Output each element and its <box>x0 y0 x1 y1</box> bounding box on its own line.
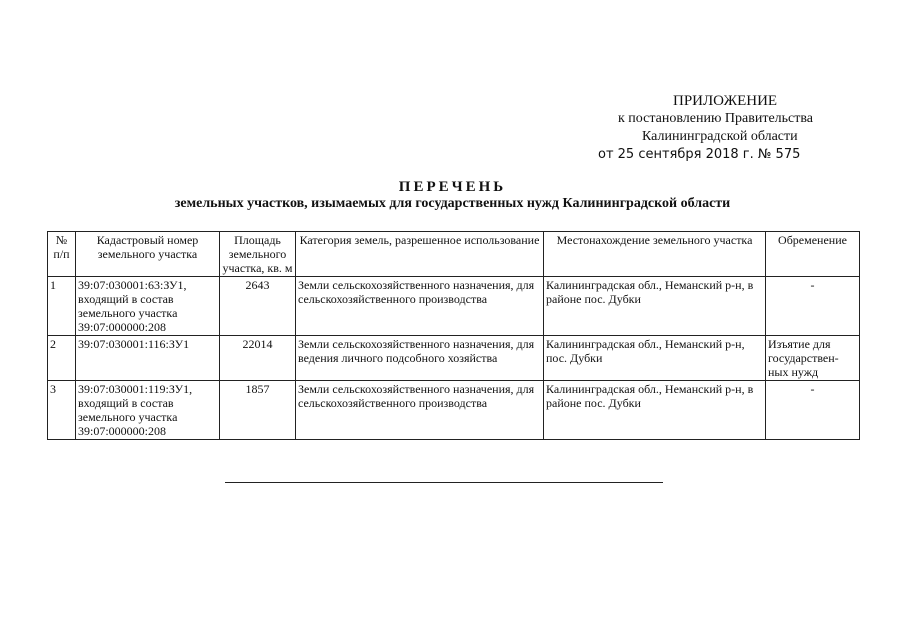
land-plots-table <box>47 231 860 440</box>
appendix-date-number: от 25 сентября 2018 г. № 575 <box>598 147 801 162</box>
cell-location: Калининградская обл., Неманский р-н, пос. Дубки <box>544 336 766 381</box>
cell-location: Калининградская обл., Неманский р-н, в районе пос. Дубки <box>544 381 766 440</box>
cell-cadastral: 39:07:030001:63:ЗУ1, входящий в состав земельного участка 39:07:000000:208 <box>76 277 220 336</box>
cell-encumbrance: - <box>766 277 860 336</box>
appendix-line-3: Калининградской области <box>642 129 798 144</box>
cell-number: 2 <box>48 336 76 381</box>
cell-area: 2643 <box>220 277 296 336</box>
cell-number: 1 <box>48 277 76 336</box>
cell-encumbrance: - <box>766 381 860 440</box>
header-category: Категория земель, разрешенное использование <box>296 232 544 277</box>
appendix-heading: ПРИЛОЖЕНИЕ <box>673 93 778 109</box>
header-number: № п/п <box>48 232 76 277</box>
document-title: ПЕРЕЧЕНЬ <box>398 179 507 195</box>
table-row <box>48 381 860 440</box>
closing-rule <box>225 482 663 483</box>
appendix-line-2: к постановлению Правительства <box>618 111 814 126</box>
cell-location: Калининградская обл., Неманский р-н, в районе пос. Дубки <box>544 277 766 336</box>
cell-number: 3 <box>48 381 76 440</box>
cell-category: Земли сельскохозяйственного назначения, для сельскохозяйственного производства <box>296 381 544 440</box>
cell-category: Земли сельскохозяйственного назначения, для ведения личного подсобного хозяйства <box>296 336 544 381</box>
cell-cadastral: 39:07:030001:116:ЗУ1 <box>76 336 220 381</box>
cell-area: 22014 <box>220 336 296 381</box>
cell-category: Земли сельскохозяйственного назначения, для сельскохозяйственного производства <box>296 277 544 336</box>
table-row <box>48 277 860 336</box>
cell-encumbrance: Изъятие для государствен-ных нужд <box>766 336 860 381</box>
header-location: Местонахождение земельного участка <box>544 232 766 277</box>
table-header-row <box>48 232 860 277</box>
table-row <box>48 336 860 381</box>
document-subtitle: земельных участков, изымаемых для государственных нужд Калининградской области <box>174 196 731 211</box>
header-area: Площадь земельного участка, кв. м <box>220 232 296 277</box>
cell-area: 1857 <box>220 381 296 440</box>
cell-cadastral: 39:07:030001:119:ЗУ1, входящий в состав земельного участка 39:07:000000:208 <box>76 381 220 440</box>
header-cadastral: Кадастровый номер земельного участка <box>76 232 220 277</box>
header-encumbrance: Обременение <box>766 232 860 277</box>
